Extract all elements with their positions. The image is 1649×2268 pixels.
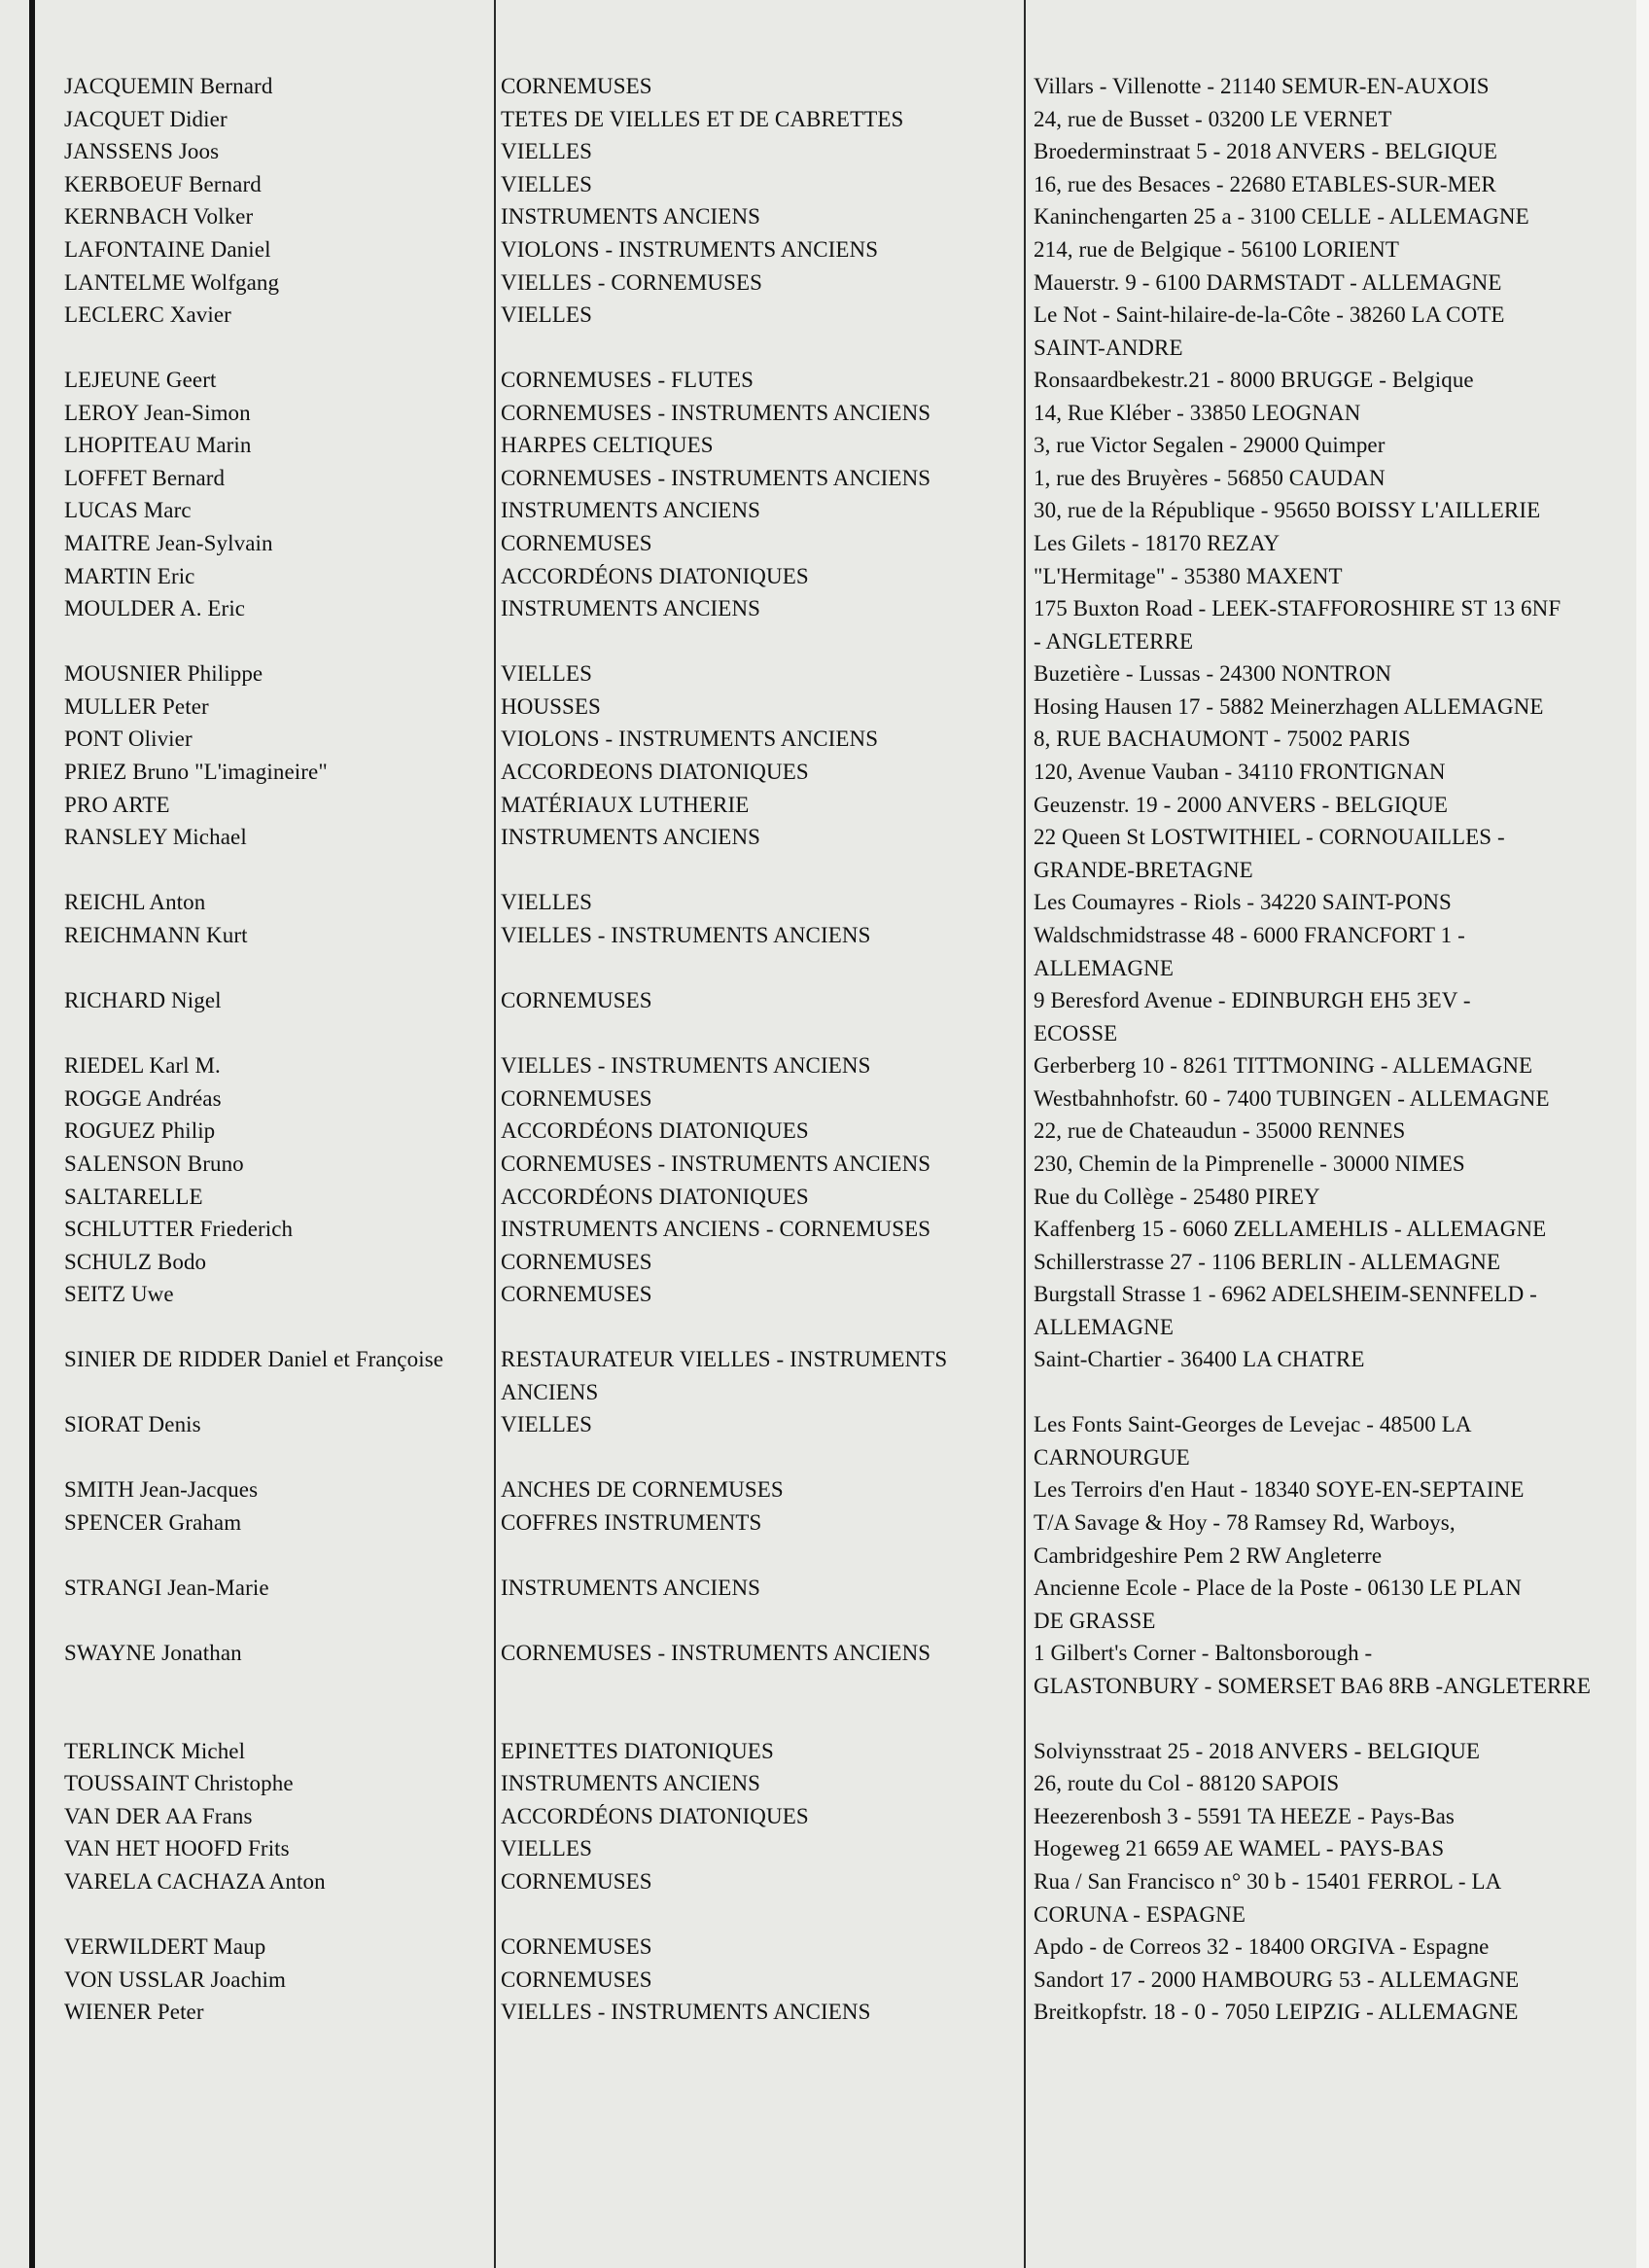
table-row <box>0 1343 1649 1404</box>
maker-name: VAN DER AA Frans <box>64 1804 253 1828</box>
maker-name: LECLERC Xavier <box>64 302 231 327</box>
address-line: 175 Buxton Road - LEEK-STAFFOROSHIRE ST 13 6NF <box>1034 596 1561 620</box>
table-row <box>0 821 1649 882</box>
instrument-type: INSTRUMENTS ANCIENS - CORNEMUSES <box>501 1217 931 1241</box>
table-row <box>0 1148 1649 1181</box>
table-row <box>0 1049 1649 1082</box>
address-line: 22 Queen St LOSTWITHIEL - CORNOUAILLES - <box>1034 825 1505 849</box>
table-row <box>0 1246 1649 1279</box>
maker-name: LAFONTAINE Daniel <box>64 237 271 262</box>
instrument-type: CORNEMUSES - INSTRUMENTS ANCIENS <box>501 466 931 490</box>
table-row <box>0 1408 1649 1470</box>
maker-name: SIORAT Denis <box>64 1412 201 1436</box>
maker-name: JACQUEMIN Bernard <box>64 74 273 98</box>
address-line: DE GRASSE <box>1034 1609 1156 1633</box>
table-row <box>0 135 1649 168</box>
instrument-type: VIELLES <box>501 661 592 686</box>
maker-name: TOUSSAINT Christophe <box>64 1771 294 1795</box>
instrument-type: INSTRUMENTS ANCIENS <box>501 1576 761 1600</box>
maker-name: REICHMANN Kurt <box>64 923 248 947</box>
table-row <box>0 691 1649 724</box>
maker-name: MARTIN Eric <box>64 564 195 588</box>
table-row <box>0 462 1649 495</box>
address-line: Les Fonts Saint-Georges de Levejac - 48500 LA <box>1034 1412 1472 1436</box>
instrument-type: CORNEMUSES - FLUTES <box>501 368 754 392</box>
table-row <box>0 1832 1649 1865</box>
maker-name: SCHLUTTER Friederich <box>64 1217 294 1241</box>
maker-name: MULLER Peter <box>64 694 209 719</box>
address-line: Mauerstr. 9 - 6100 DARMSTADT - ALLEMAGNE <box>1034 270 1502 295</box>
table-row <box>0 919 1649 980</box>
maker-name: KERBOEUF Bernard <box>64 172 262 196</box>
maker-name: TERLINCK Michel <box>64 1739 246 1763</box>
table-row <box>0 1996 1649 2029</box>
table-row <box>0 397 1649 430</box>
table-row <box>0 1473 1649 1506</box>
address-line: Rua / San Francisco n° 30 b - 15401 FERROL - LA <box>1034 1869 1502 1894</box>
address-line: Les Terroirs d'en Haut - 18340 SOYE-EN-SEPTAINE <box>1034 1477 1525 1502</box>
table-row <box>0 494 1649 527</box>
address-line: Sandort 17 - 2000 HAMBOURG 53 - ALLEMAGNE <box>1034 1967 1520 1992</box>
address-line: 26, route du Col - 88120 SAPOIS <box>1034 1771 1340 1795</box>
table-row <box>0 70 1649 103</box>
instrument-type: INSTRUMENTS ANCIENS <box>501 204 761 229</box>
maker-name: RANSLEY Michael <box>64 825 247 849</box>
instrument-type: ACCORDÉONS DIATONIQUES <box>501 1185 809 1209</box>
instrument-type: ACCORDÉONS DIATONIQUES <box>501 1804 809 1828</box>
instrument-type: MATÉRIAUX LUTHERIE <box>501 793 750 817</box>
address-line: Apdo - de Correos 32 - 18400 ORGIVA - Espagne <box>1034 1934 1490 1959</box>
address-line: ALLEMAGNE <box>1034 1315 1174 1339</box>
instrument-type: ANCHES DE CORNEMUSES <box>501 1477 784 1502</box>
instrument-type: VIELLES - INSTRUMENTS ANCIENS <box>501 923 871 947</box>
address-line: Buzetière - Lussas - 24300 NONTRON <box>1034 661 1392 686</box>
maker-name: MOULDER A. Eric <box>64 596 246 620</box>
address-line: 1 Gilbert's Corner - Baltonsborough - <box>1034 1641 1373 1665</box>
address-line: 3, rue Victor Segalen - 29000 Quimper <box>1034 433 1386 457</box>
address-line: Geuzenstr. 19 - 2000 ANVERS - BELGIQUE <box>1034 793 1449 817</box>
address-line: SAINT-ANDRE <box>1034 336 1183 360</box>
table-row <box>0 1865 1649 1927</box>
address-line: 24, rue de Busset - 03200 LE VERNET <box>1034 107 1392 131</box>
instrument-type: CORNEMUSES <box>501 1934 652 1959</box>
maker-name: MAITRE Jean-Sylvain <box>64 531 273 555</box>
maker-name: STRANGI Jean-Marie <box>64 1576 269 1600</box>
maker-name: LEROY Jean-Simon <box>64 401 251 425</box>
maker-name: JACQUET Didier <box>64 107 228 131</box>
table-row <box>0 984 1649 1045</box>
instrument-type: HARPES CELTIQUES <box>501 433 714 457</box>
maker-name: VAN HET HOOFD Frits <box>64 1836 290 1860</box>
address-line: 1, rue des Bruyères - 56850 CAUDAN <box>1034 466 1386 490</box>
address-line: Le Not - Saint-hilaire-de-la-Côte - 38260 LA COTE <box>1034 302 1505 327</box>
instrument-type: HOUSSES <box>501 694 601 719</box>
address-line: Villars - Villenotte - 21140 SEMUR-EN-AUXOIS <box>1034 74 1490 98</box>
table-row <box>0 1637 1649 1698</box>
maker-name: SALENSON Bruno <box>64 1152 244 1176</box>
table-row <box>0 592 1649 654</box>
maker-name: SALTARELLE <box>64 1185 203 1209</box>
table-row <box>0 527 1649 560</box>
table-row <box>0 429 1649 462</box>
address-line: GRANDE-BRETAGNE <box>1034 858 1253 882</box>
instrument-type: INSTRUMENTS ANCIENS <box>501 596 761 620</box>
instrument-type: CORNEMUSES <box>501 1282 652 1306</box>
address-line: ALLEMAGNE <box>1034 956 1174 980</box>
instrument-type: VIELLES - INSTRUMENTS ANCIENS <box>501 2000 871 2024</box>
address-line: Waldschmidstrasse 48 - 6000 FRANCFORT 1 - <box>1034 923 1465 947</box>
table-row <box>0 1735 1649 1768</box>
maker-name: VON USSLAR Joachim <box>64 1967 286 1992</box>
instrument-type: VIELLES <box>501 172 592 196</box>
address-line: Les Coumayres - Riols - 34220 SAINT-PONS <box>1034 890 1452 914</box>
table-row <box>0 1572 1649 1633</box>
instrument-type: ACCORDÉONS DIATONIQUES <box>501 1118 809 1143</box>
instrument-type: EPINETTES DIATONIQUES <box>501 1739 774 1763</box>
address-line: T/A Savage & Hoy - 78 Ramsey Rd, Warboys, <box>1034 1510 1456 1535</box>
maker-name: WIENER Peter <box>64 2000 204 2024</box>
address-line: 30, rue de la République - 95650 BOISSY L'AILLERIE <box>1034 498 1541 522</box>
address-line: 9 Beresford Avenue - EDINBURGH EH5 3EV - <box>1034 988 1471 1012</box>
address-line: Solviynsstraat 25 - 2018 ANVERS - BELGIQUE <box>1034 1739 1481 1763</box>
instrument-type: CORNEMUSES <box>501 74 652 98</box>
instrument-type: VIELLES <box>501 890 592 914</box>
address-line: Hosing Hausen 17 - 5882 Meinerzhagen ALLEMAGNE <box>1034 694 1544 719</box>
table-row <box>0 560 1649 593</box>
address-line: 22, rue de Chateaudun - 35000 RENNES <box>1034 1118 1406 1143</box>
instrument-type: COFFRES INSTRUMENTS <box>501 1510 762 1535</box>
address-line: Burgstall Strasse 1 - 6962 ADELSHEIM-SENNFELD - <box>1034 1282 1537 1306</box>
address-line: 214, rue de Belgique - 56100 LORIENT <box>1034 237 1399 262</box>
instrument-type: CORNEMUSES - INSTRUMENTS ANCIENS <box>501 401 931 425</box>
address-line: ECOSSE <box>1034 1021 1118 1045</box>
table-row <box>0 1181 1649 1214</box>
address-line: Kaninchengarten 25 a - 3100 CELLE - ALLEMAGNE <box>1034 204 1529 229</box>
address-line: Rue du Collège - 25480 PIREY <box>1034 1185 1320 1209</box>
table-row <box>0 233 1649 266</box>
instrument-type: VIELLES - CORNEMUSES <box>501 270 763 295</box>
maker-name: KERNBACH Volker <box>64 204 254 229</box>
address-line: CORUNA - ESPAGNE <box>1034 1902 1246 1927</box>
maker-name: SMITH Jean-Jacques <box>64 1477 259 1502</box>
table-row <box>0 266 1649 300</box>
instrument-type: INSTRUMENTS ANCIENS <box>501 1771 761 1795</box>
address-line: 120, Avenue Vauban - 34110 FRONTIGNAN <box>1034 760 1446 784</box>
instrument-type: VIELLES <box>501 139 592 163</box>
instrument-type: CORNEMUSES <box>501 1086 652 1111</box>
instrument-type: VIELLES <box>501 1836 592 1860</box>
maker-name: LUCAS Marc <box>64 498 192 522</box>
maker-name: LEJEUNE Geert <box>64 368 217 392</box>
maker-name: PRO ARTE <box>64 793 170 817</box>
instrument-type: RESTAURATEUR VIELLES - INSTRUMENTS ANCIENS <box>501 1347 948 1404</box>
instrument-type: VIELLES <box>501 1412 592 1436</box>
instrument-type: CORNEMUSES <box>501 1967 652 1992</box>
instrument-type: ACCORDEONS DIATONIQUES <box>501 760 809 784</box>
maker-name: VARELA CACHAZA Anton <box>64 1869 326 1894</box>
instrument-type: VIELLES - INSTRUMENTS ANCIENS <box>501 1053 871 1078</box>
maker-name: RICHARD Nigel <box>64 988 222 1012</box>
instrument-type: VIOLONS - INSTRUMENTS ANCIENS <box>501 237 879 262</box>
address-line: Kaffenberg 15 - 6060 ZELLAMEHLIS - ALLEMAGNE <box>1034 1217 1547 1241</box>
instrument-type: CORNEMUSES - INSTRUMENTS ANCIENS <box>501 1152 931 1176</box>
maker-name: SCHULZ Bodo <box>64 1250 207 1274</box>
table-row <box>0 789 1649 822</box>
table-row <box>0 1278 1649 1339</box>
maker-name: PRIEZ Bruno "L'imagineire" <box>64 760 328 784</box>
instrument-type: ACCORDÉONS DIATONIQUES <box>501 564 809 588</box>
table-row <box>0 723 1649 756</box>
table-row <box>0 364 1649 397</box>
address-line: Westbahnhofstr. 60 - 7400 TUBINGEN - ALLEMAGNE <box>1034 1086 1550 1111</box>
table-row <box>0 103 1649 136</box>
table-row <box>0 1082 1649 1116</box>
maker-name: MOUSNIER Philippe <box>64 661 263 686</box>
address-line: Schillerstrasse 27 - 1106 BERLIN - ALLEMAGNE <box>1034 1250 1501 1274</box>
maker-name: JANSSENS Joos <box>64 139 220 163</box>
address-line: "L'Hermitage" - 35380 MAXENT <box>1034 564 1343 588</box>
instrument-type: VIOLONS - INSTRUMENTS ANCIENS <box>501 726 879 751</box>
instrument-type: VIELLES <box>501 302 592 327</box>
instrument-type: INSTRUMENTS ANCIENS <box>501 498 761 522</box>
maker-name: SINIER DE RIDDER Daniel et Françoise <box>64 1347 444 1371</box>
address-line: 16, rue des Besaces - 22680 ETABLES-SUR-MER <box>1034 172 1496 196</box>
address-line: CARNOURGUE <box>1034 1445 1190 1470</box>
address-line: Ancienne Ecole - Place de la Poste - 06130 LE PLAN <box>1034 1576 1522 1600</box>
maker-name: ROGUEZ Philip <box>64 1118 216 1143</box>
instrument-type: CORNEMUSES - INSTRUMENTS ANCIENS <box>501 1641 931 1665</box>
address-line: Ronsaardbekestr.21 - 8000 BRUGGE - Belgique <box>1034 368 1474 392</box>
maker-name: LANTELME Wolfgang <box>64 270 280 295</box>
table-row <box>0 657 1649 691</box>
instrument-type: CORNEMUSES <box>501 531 652 555</box>
address-line: Heezerenbosh 3 - 5591 TA HEEZE - Pays-Bas <box>1034 1804 1455 1828</box>
address-line: Les Gilets - 18170 REZAY <box>1034 531 1281 555</box>
maker-name: SEITZ Uwe <box>64 1282 174 1306</box>
maker-name: RIEDEL Karl M. <box>64 1053 221 1078</box>
address-line: - ANGLETERRE <box>1034 629 1194 654</box>
address-line: Gerberberg 10 - 8261 TITTMONING - ALLEMAGNE <box>1034 1053 1533 1078</box>
table-row <box>0 1800 1649 1833</box>
table-row <box>0 299 1649 360</box>
address-line: GLASTONBURY - SOMERSET BA6 8RB -ANGLETERRE <box>1034 1674 1592 1698</box>
address-line: 14, Rue Kléber - 33850 LEOGNAN <box>1034 401 1361 425</box>
address-line: Breitkopfstr. 18 - 0 - 7050 LEIPZIG - ALLEMAGNE <box>1034 2000 1519 2024</box>
table-row <box>0 1506 1649 1568</box>
maker-name: LHOPITEAU Marin <box>64 433 252 457</box>
table-row <box>0 1931 1649 1964</box>
maker-name: VERWILDERT Maup <box>64 1934 266 1959</box>
table-row <box>0 200 1649 233</box>
maker-name: REICHL Anton <box>64 890 206 914</box>
maker-name: SWAYNE Jonathan <box>64 1641 242 1665</box>
table-row <box>0 1115 1649 1148</box>
address-line: Hogeweg 21 6659 AE WAMEL - PAYS-BAS <box>1034 1836 1445 1860</box>
address-line: Cambridgeshire Pem 2 RW Angleterre <box>1034 1543 1383 1568</box>
table-row <box>0 886 1649 919</box>
address-line: 230, Chemin de la Pimprenelle - 30000 NIMES <box>1034 1152 1465 1176</box>
address-line: Saint-Chartier - 36400 LA CHATRE <box>1034 1347 1365 1371</box>
instrument-type: INSTRUMENTS ANCIENS <box>501 825 761 849</box>
table-row <box>0 168 1649 201</box>
instrument-type: CORNEMUSES <box>501 988 652 1012</box>
table-row <box>0 1213 1649 1246</box>
table-row <box>0 1767 1649 1800</box>
table-row <box>0 1964 1649 1997</box>
maker-name: LOFFET Bernard <box>64 466 226 490</box>
maker-name: SPENCER Graham <box>64 1510 242 1535</box>
address-line: Broederminstraat 5 - 2018 ANVERS - BELGIQUE <box>1034 139 1498 163</box>
address-line: 8, RUE BACHAUMONT - 75002 PARIS <box>1034 726 1411 751</box>
table-row <box>0 756 1649 789</box>
instrument-type: TETES DE VIELLES ET DE CABRETTES <box>501 107 904 131</box>
maker-name: ROGGE Andréas <box>64 1086 222 1111</box>
instrument-type: CORNEMUSES <box>501 1250 652 1274</box>
maker-name: PONT Olivier <box>64 726 193 751</box>
instrument-type: CORNEMUSES <box>501 1869 652 1894</box>
